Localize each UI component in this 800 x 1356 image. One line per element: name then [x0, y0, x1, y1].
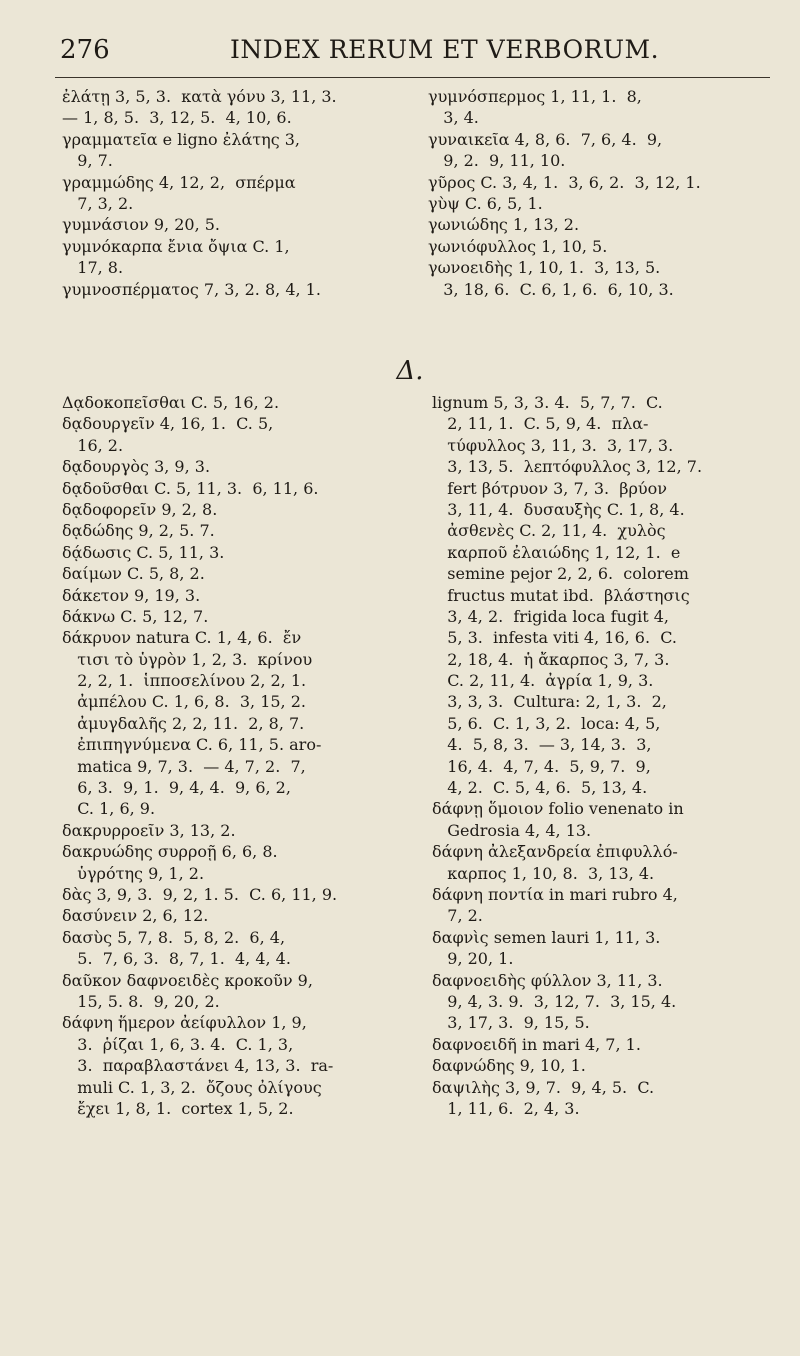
index-line: 3. ῥίζαι 1, 6, 3. 4. C. 1, 3,	[62, 1034, 294, 1054]
index-line: δάφνη ἥμερον ἀείφυλλον 1, 9,	[62, 1013, 307, 1033]
index-line: γωνιόφυλλος 1, 10, 5.	[428, 236, 608, 256]
index-line: 16, 4. 4, 7, 4. 5, 9, 7. 9,	[432, 756, 651, 776]
index-line: καρποῦ ἐλαιώδης 1, 12, 1. e	[432, 542, 681, 562]
index-line: 9, 7.	[62, 151, 113, 171]
index-line: δαίμων C. 5, 8, 2.	[62, 564, 205, 584]
index-line: Gedrosia 4, 4, 13.	[432, 820, 592, 840]
index-line: 15, 5. 8. 9, 20, 2.	[62, 991, 220, 1011]
index-line: 3, 4.	[428, 108, 479, 128]
index-line: δαφνοειδῆ in mari 4, 7, 1.	[432, 1034, 641, 1054]
index-line: γῦρος C. 3, 4, 1. 3, 6, 2. 3, 12, 1.	[428, 172, 701, 192]
index-line: δαφνὶς semen lauri 1, 11, 3.	[432, 927, 661, 947]
index-line: γυμνοσπέρματος 7, 3, 2. 8, 4, 1.	[62, 279, 321, 299]
section-letter: Δ.	[396, 356, 424, 386]
index-line: 5, 3. infesta viti 4, 16, 6. C.	[432, 628, 677, 648]
right-column	[432, 392, 784, 1119]
index-line: 3, 11, 4. δυσαυξὴς C. 1, 8, 4.	[432, 499, 685, 519]
index-line: γυμνόσπερμος 1, 11, 1. 8,	[428, 87, 642, 106]
index-line: δάφνη ἀλεξανδρεία ἐπιφυλλό-	[432, 842, 678, 862]
index-line: δάφνῃ ὅμοιον folio venenato in	[432, 799, 684, 819]
index-line: δᾳδοφορεῖν 9, 2, 8.	[62, 499, 218, 519]
index-line: 9, 4, 3. 9. 3, 12, 7. 3, 15, 4.	[432, 991, 677, 1011]
index-line: ἀμυγδαλῆς 2, 2, 11. 2, 8, 7.	[62, 713, 305, 733]
index-line: 3, 4, 2. frigida loca fugit 4,	[432, 606, 670, 626]
index-line: καρπος 1, 10, 8. 3, 13, 4.	[432, 863, 655, 883]
index-line: δάκνω C. 5, 12, 7.	[62, 606, 209, 626]
index-line: 3, 3, 3. Cultura: 2, 1, 3. 2,	[432, 692, 667, 712]
index-line: δαψιλὴς 3, 9, 7. 9, 4, 5. C.	[432, 1077, 655, 1097]
index-line: ἐπιπηγνύμενα C. 6, 11, 5. aro-	[62, 735, 322, 755]
index-line: ὑγρότης 9, 1, 2.	[62, 863, 205, 883]
index-line: γυμνάσιον 9, 20, 5.	[62, 215, 221, 235]
index-line: fert βότρυον 3, 7, 3. βρύον	[432, 478, 668, 498]
top-right-column	[428, 86, 784, 300]
index-line: γραμματεῖα e ligno ἐλάτης 3,	[62, 129, 301, 149]
index-line: 5, 6. C. 1, 3, 2. loca: 4, 5,	[432, 713, 661, 733]
index-line: 3, 13, 5. λεπτόφυλλος 3, 12, 7.	[432, 457, 703, 477]
index-line: 3. παραβλαστάνει 4, 13, 3. ra-	[62, 1056, 334, 1076]
index-line: muli C. 1, 3, 2. ὄζους ὀλίγους	[62, 1077, 322, 1097]
header-rule	[55, 77, 770, 78]
index-line: δᾳδώδης 9, 2, 5. 7.	[62, 521, 215, 541]
index-line: 7, 3, 2.	[62, 193, 134, 213]
index-line: 4, 2. C. 5, 4, 6. 5, 13, 4.	[432, 778, 648, 798]
index-line: 1, 11, 6. 2, 4, 3.	[432, 1098, 580, 1118]
index-line: ἐλάτῃ 3, 5, 3. κατὰ γόνυ 3, 11, 3.	[62, 87, 337, 106]
index-line: 16, 2.	[62, 435, 124, 455]
index-line: C. 2, 11, 4. ἀγρία 1, 9, 3.	[432, 671, 654, 691]
index-line: γυμνόκαρπα ἔνια ὄψια C. 1,	[62, 236, 290, 256]
index-line: fructus mutat ibd. βλάστησις	[432, 585, 690, 605]
index-line: γωνοειδὴς 1, 10, 1. 3, 13, 5.	[428, 258, 661, 278]
index-line: γυναικεῖα 4, 8, 6. 7, 6, 4. 9,	[428, 129, 663, 149]
index-line: 2, 18, 4. ἡ ἄκαρπος 3, 7, 3.	[432, 649, 670, 669]
index-line: δᾳδοῦσθαι C. 5, 11, 3. 6, 11, 6.	[62, 478, 319, 498]
index-line: δακρυρροεῖν 3, 13, 2.	[62, 820, 236, 840]
index-line: δάκρυον natura C. 1, 4, 6. ἔν	[62, 628, 302, 648]
index-line: δᾳδουργεῖν 4, 16, 1. C. 5,	[62, 414, 274, 434]
index-line: δαῦκον δαφνοειδὲς κροκοῦν 9,	[62, 970, 313, 990]
index-line: δακρυώδης συρροῇ 6, 6, 8.	[62, 842, 278, 862]
index-line: 3, 17, 3. 9, 15, 5.	[432, 1013, 590, 1033]
index-line: matica 9, 7, 3. — 4, 7, 2. 7,	[62, 756, 306, 776]
index-line: γὺψ C. 6, 5, 1.	[428, 193, 543, 213]
index-line: Δᾳδοκοπεῖσθαι C. 5, 16, 2.	[62, 393, 280, 412]
top-left-column	[62, 86, 414, 300]
index-line: δᾴδωσις C. 5, 11, 3.	[62, 542, 225, 562]
index-line: δὰς 3, 9, 3. 9, 2, 1. 5. C. 6, 11, 9.	[62, 884, 338, 904]
index-line: ἔχει 1, 8, 1. cortex 1, 5, 2.	[62, 1098, 294, 1118]
index-line: δᾳδουργὸς 3, 9, 3.	[62, 457, 211, 477]
index-line: τύφυλλος 3, 11, 3. 3, 17, 3.	[432, 435, 674, 455]
index-line: γωνιώδης 1, 13, 2.	[428, 215, 580, 235]
index-line: 2, 11, 1. C. 5, 9, 4. πλα-	[432, 414, 649, 434]
index-line: 5. 7, 6, 3. 8, 7, 1. 4, 4, 4.	[62, 949, 291, 969]
index-line: δασύνειν 2, 6, 12.	[62, 906, 209, 926]
page-header	[60, 30, 770, 70]
index-line: lignum 5, 3, 3. 4. 5, 7, 7. C.	[432, 393, 663, 412]
index-line: 7, 2.	[432, 906, 483, 926]
index-line: 6, 3. 9, 1. 9, 4, 4. 9, 6, 2,	[62, 778, 291, 798]
index-line: δαφνοειδὴς φύλλον 3, 11, 3.	[432, 970, 663, 990]
index-line: 9, 20, 1.	[432, 949, 514, 969]
index-line: 9, 2. 9, 11, 10.	[428, 151, 566, 171]
index-line: ἀμπέλου C. 1, 6, 8. 3, 15, 2.	[62, 692, 306, 712]
index-line: C. 1, 6, 9.	[62, 799, 156, 819]
index-line: δαφνώδης 9, 10, 1.	[432, 1056, 586, 1076]
index-line: 3, 18, 6. C. 6, 1, 6. 6, 10, 3.	[428, 279, 674, 299]
left-column	[62, 392, 422, 1119]
page-number: 276	[60, 35, 110, 65]
index-line: ἀσθενὲς C. 2, 11, 4. χυλὸς	[432, 521, 666, 541]
index-line: γραμμώδης 4, 12, 2, σπέρμα	[62, 172, 296, 192]
index-line: 2, 2, 1. ἱπποσελίνου 2, 2, 1.	[62, 671, 307, 691]
index-line: δάφνη ποντία in mari rubro 4,	[432, 884, 678, 904]
running-title: INDEX RERUM ET VERBORUM.	[230, 35, 660, 64]
index-line: 17, 8.	[62, 258, 124, 278]
index-line: — 1, 8, 5. 3, 12, 5. 4, 10, 6.	[62, 108, 292, 128]
index-line: δασὺς 5, 7, 8. 5, 8, 2. 6, 4,	[62, 927, 286, 947]
index-line: τισι τὸ ὑγρὸν 1, 2, 3. κρίνου	[62, 649, 313, 669]
index-line: semine pejor 2, 2, 6. colorem	[432, 564, 689, 584]
index-line: 4. 5, 8, 3. — 3, 14, 3. 3,	[432, 735, 652, 755]
index-line: δάκετον 9, 19, 3.	[62, 585, 201, 605]
